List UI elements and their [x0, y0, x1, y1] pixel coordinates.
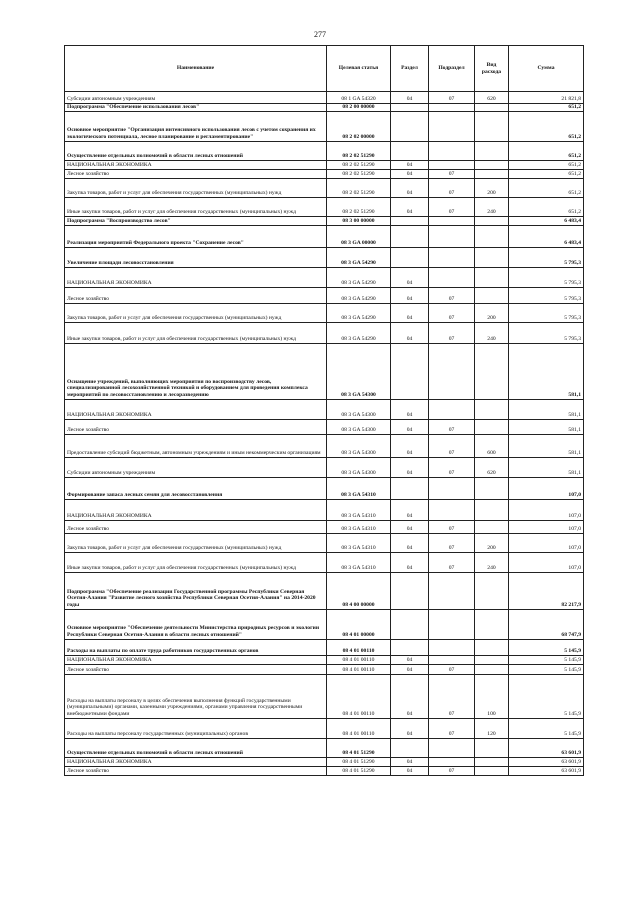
row-target-article: 08 3 GA 54300 [327, 343, 391, 399]
row-subsection: 07 [429, 92, 475, 104]
row-expense-type [475, 520, 509, 533]
row-target-article: 08 3 GA 54290 [327, 247, 391, 267]
budget-table [64, 45, 584, 776]
row-sum: 68 747,9 [509, 609, 584, 639]
row-expense-type [475, 499, 509, 520]
row-target-article: 08 2 02 51290 [327, 169, 391, 178]
table-row [65, 552, 584, 572]
table-row [65, 718, 584, 738]
row-name: Оснащение учреждений, выполняющих мероприятия по воспроизводству лесов, специализированной лесохозяйственной техникой и оборудованием для проведения комплекса мероприятий по лесовосстановлению и лесоразведению [65, 343, 327, 399]
row-subsection [429, 267, 475, 287]
header-section: Раздел [391, 46, 429, 92]
row-subsection [429, 216, 475, 225]
row-target-article: 08 2 02 51290 [327, 197, 391, 216]
row-target-article: 08 4 01 00110 [327, 664, 391, 674]
row-section: 04 [391, 499, 429, 520]
row-subsection: 07 [429, 434, 475, 457]
table-row [65, 92, 584, 104]
page-number: 277 [314, 30, 326, 39]
row-target-article: 08 3 GA 54310 [327, 499, 391, 520]
row-subsection [429, 141, 475, 160]
row-section: 04 [391, 552, 429, 572]
row-expense-type [475, 664, 509, 674]
row-section: 04 [391, 674, 429, 718]
row-section [391, 639, 429, 655]
row-target-article: 08 4 01 00110 [327, 674, 391, 718]
row-sum: 5 145,9 [509, 718, 584, 738]
header-target-article: Целевая статья [327, 46, 391, 92]
row-sum: 107,0 [509, 552, 584, 572]
row-target-article: 08 4 01 00110 [327, 639, 391, 655]
table-row [65, 111, 584, 141]
row-section: 04 [391, 655, 429, 664]
row-section [391, 104, 429, 112]
table-row [65, 104, 584, 112]
row-target-article: 08 3 GA 54300 [327, 457, 391, 477]
row-section: 04 [391, 419, 429, 434]
row-target-article: 08 1 GA 54320 [327, 92, 391, 104]
row-target-article: 08 3 GA 54290 [327, 322, 391, 343]
row-expense-type: 620 [475, 92, 509, 104]
row-target-article: 08 4 01 00110 [327, 655, 391, 664]
row-name: Увеличение площади лесовосстановления [65, 247, 327, 267]
row-section: 04 [391, 457, 429, 477]
row-subsection: 07 [429, 520, 475, 533]
row-expense-type [475, 287, 509, 303]
row-section [391, 247, 429, 267]
table-row [65, 178, 584, 197]
table-row [65, 655, 584, 664]
row-name: Расходы на выплаты по оплате труда работников государственных органов [65, 639, 327, 655]
row-subsection: 07 [429, 287, 475, 303]
row-target-article: 08 3 GA 54310 [327, 520, 391, 533]
table-row [65, 419, 584, 434]
row-section [391, 738, 429, 757]
row-name: Иные закупки товаров, работ и услуг для обеспечения государственных (муниципальных) нужд [65, 552, 327, 572]
row-section [391, 609, 429, 639]
row-name: НАЦИОНАЛЬНАЯ ЭКОНОМИКА [65, 499, 327, 520]
row-target-article: 08 2 00 00000 [327, 104, 391, 112]
row-expense-type [475, 343, 509, 399]
row-section: 04 [391, 766, 429, 775]
row-subsection: 07 [429, 457, 475, 477]
row-section: 04 [391, 303, 429, 322]
table-row [65, 520, 584, 533]
row-expense-type [475, 111, 509, 141]
row-sum: 63 601,9 [509, 766, 584, 775]
row-subsection: 07 [429, 322, 475, 343]
row-name: Лесное хозяйство [65, 169, 327, 178]
row-name: Подпрограмма "Воспроизводство лесов" [65, 216, 327, 225]
row-target-article: 08 3 GA 54300 [327, 399, 391, 419]
row-section [391, 216, 429, 225]
row-subsection: 07 [429, 169, 475, 178]
row-expense-type: 600 [475, 434, 509, 457]
row-section: 04 [391, 287, 429, 303]
row-target-article: 08 3 GA 54310 [327, 552, 391, 572]
row-name: Подпрограмма "Обеспечение реализации Государственной программы Республики Северная Осетия-Алания "Развитие лесного хозяйства Республики Северная Осетия-Алания" на 2014-2020 годы [65, 572, 327, 609]
table-row [65, 757, 584, 766]
row-subsection [429, 738, 475, 757]
row-target-article: 08 3 GA 54290 [327, 267, 391, 287]
row-sum: 6 483,4 [509, 225, 584, 247]
row-name: НАЦИОНАЛЬНАЯ ЭКОНОМИКА [65, 655, 327, 664]
row-target-article: 08 3 GA 54300 [327, 434, 391, 457]
row-sum: 5 795,3 [509, 247, 584, 267]
row-name: Иные закупки товаров, работ и услуг для обеспечения государственных (муниципальных) нужд [65, 322, 327, 343]
row-section: 04 [391, 434, 429, 457]
table-row [65, 738, 584, 757]
row-name: Осуществление отдельных полномочий в области лесных отношений [65, 141, 327, 160]
row-sum: 581,1 [509, 399, 584, 419]
row-name: Лесное хозяйство [65, 419, 327, 434]
row-expense-type [475, 141, 509, 160]
row-expense-type [475, 757, 509, 766]
row-name: Лесное хозяйство [65, 766, 327, 775]
row-name: Закупка товаров, работ и услуг для обеспечения государственных (муниципальных) нужд [65, 303, 327, 322]
table-row [65, 609, 584, 639]
row-expense-type [475, 419, 509, 434]
row-section: 04 [391, 197, 429, 216]
row-section: 04 [391, 267, 429, 287]
row-name: НАЦИОНАЛЬНАЯ ЭКОНОМИКА [65, 399, 327, 419]
row-subsection [429, 639, 475, 655]
row-section: 04 [391, 757, 429, 766]
row-sum: 107,0 [509, 520, 584, 533]
row-expense-type [475, 655, 509, 664]
row-subsection: 07 [429, 533, 475, 552]
row-sum: 5 795,3 [509, 267, 584, 287]
row-subsection [429, 477, 475, 499]
table-body [65, 92, 584, 776]
row-sum: 5 795,3 [509, 287, 584, 303]
row-subsection [429, 399, 475, 419]
row-subsection: 07 [429, 419, 475, 434]
row-target-article: 08 3 GA 00000 [327, 225, 391, 247]
row-target-article: 08 3 GA 54310 [327, 533, 391, 552]
row-sum: 651,2 [509, 111, 584, 141]
row-expense-type [475, 216, 509, 225]
row-section: 04 [391, 399, 429, 419]
table-row [65, 197, 584, 216]
table-row [65, 674, 584, 718]
row-subsection: 07 [429, 664, 475, 674]
row-subsection: 07 [429, 766, 475, 775]
row-expense-type [475, 169, 509, 178]
row-section: 04 [391, 92, 429, 104]
row-expense-type [475, 160, 509, 169]
row-sum: 5 795,3 [509, 303, 584, 322]
row-expense-type [475, 572, 509, 609]
row-name: Расходы на выплаты персоналу в целях обеспечения выполнения функций государственными (муниципальными) органами, казенными учреждениями, органами управления государственными внебюджетными фондами [65, 674, 327, 718]
table-row [65, 216, 584, 225]
row-name: Предоставление субсидий бюджетным, автономным учреждениям и иным некоммерческим организациям [65, 434, 327, 457]
row-sum: 581,1 [509, 419, 584, 434]
row-name: Подпрограмма "Обеспечение использования лесов" [65, 104, 327, 112]
table-row [65, 160, 584, 169]
header-name: Наименование [65, 46, 327, 92]
row-sum: 651,2 [509, 197, 584, 216]
row-name: Иные закупки товаров, работ и услуг для обеспечения государственных (муниципальных) нужд [65, 197, 327, 216]
table-row [65, 766, 584, 775]
header-sum: Сумма [509, 46, 584, 92]
row-sum: 5 145,9 [509, 674, 584, 718]
row-sum: 21 821,8 [509, 92, 584, 104]
row-subsection [429, 609, 475, 639]
table-row [65, 572, 584, 609]
row-section: 04 [391, 718, 429, 738]
table-row [65, 499, 584, 520]
table-row [65, 639, 584, 655]
table-row [65, 303, 584, 322]
row-target-article: 08 4 00 00000 [327, 572, 391, 609]
row-subsection [429, 160, 475, 169]
row-expense-type: 240 [475, 322, 509, 343]
row-sum: 651,2 [509, 169, 584, 178]
row-target-article: 08 4 01 00000 [327, 609, 391, 639]
row-expense-type: 620 [475, 457, 509, 477]
row-expense-type [475, 399, 509, 419]
table-header-row [65, 46, 584, 92]
row-section: 04 [391, 520, 429, 533]
table-row [65, 533, 584, 552]
row-expense-type: 200 [475, 303, 509, 322]
row-expense-type [475, 738, 509, 757]
row-target-article: 08 2 02 51290 [327, 141, 391, 160]
row-target-article: 08 3 GA 54290 [327, 303, 391, 322]
row-section [391, 225, 429, 247]
table-row [65, 399, 584, 419]
row-target-article: 08 4 01 51290 [327, 766, 391, 775]
row-subsection: 07 [429, 718, 475, 738]
header-subsection: Подраздел [429, 46, 475, 92]
row-target-article: 08 4 01 00110 [327, 718, 391, 738]
row-section [391, 343, 429, 399]
row-subsection [429, 104, 475, 112]
row-sum: 651,2 [509, 104, 584, 112]
row-section [391, 111, 429, 141]
row-subsection [429, 225, 475, 247]
row-section [391, 477, 429, 499]
row-target-article: 08 2 02 51290 [327, 178, 391, 197]
row-name: Лесное хозяйство [65, 520, 327, 533]
row-sum: 6 483,4 [509, 216, 584, 225]
row-sum: 581,1 [509, 343, 584, 399]
row-subsection [429, 247, 475, 267]
row-expense-type [475, 639, 509, 655]
row-name: Субсидии автономным учреждениям [65, 92, 327, 104]
row-expense-type: 240 [475, 552, 509, 572]
row-expense-type: 240 [475, 197, 509, 216]
row-name: Расходы на выплаты персоналу государственных (муниципальных) органов [65, 718, 327, 738]
row-section: 04 [391, 322, 429, 343]
row-name: Лесное хозяйство [65, 664, 327, 674]
table-row [65, 322, 584, 343]
row-expense-type [475, 225, 509, 247]
row-expense-type [475, 766, 509, 775]
row-subsection: 07 [429, 552, 475, 572]
row-target-article: 08 4 01 51290 [327, 738, 391, 757]
table-row [65, 343, 584, 399]
row-subsection [429, 572, 475, 609]
table-row [65, 141, 584, 160]
row-sum: 107,0 [509, 499, 584, 520]
row-name: Реализация мероприятий Федерального проекта "Сохранение лесов" [65, 225, 327, 247]
table-row [65, 457, 584, 477]
row-section: 04 [391, 169, 429, 178]
row-target-article: 08 3 GA 54290 [327, 287, 391, 303]
table-row [65, 434, 584, 457]
row-sum: 651,2 [509, 160, 584, 169]
table-row [65, 169, 584, 178]
table-row [65, 664, 584, 674]
row-sum: 581,1 [509, 434, 584, 457]
row-sum: 5 145,9 [509, 664, 584, 674]
row-section [391, 141, 429, 160]
table-row [65, 287, 584, 303]
row-expense-type: 200 [475, 178, 509, 197]
row-sum: 5 145,9 [509, 655, 584, 664]
row-section: 04 [391, 178, 429, 197]
row-sum: 651,2 [509, 178, 584, 197]
row-target-article: 08 3 GA 54300 [327, 419, 391, 434]
row-section: 04 [391, 533, 429, 552]
row-subsection [429, 655, 475, 664]
table-row [65, 267, 584, 287]
row-target-article: 08 3 00 00000 [327, 216, 391, 225]
row-expense-type [475, 609, 509, 639]
row-name: Осуществление отдельных полномочий в области лесных отношений [65, 738, 327, 757]
table-row [65, 477, 584, 499]
row-expense-type: 120 [475, 718, 509, 738]
row-target-article: 08 3 GA 54310 [327, 477, 391, 499]
row-subsection: 07 [429, 197, 475, 216]
row-target-article: 08 2 02 51290 [327, 160, 391, 169]
table-row [65, 247, 584, 267]
row-section: 04 [391, 160, 429, 169]
table-row [65, 225, 584, 247]
row-name: НАЦИОНАЛЬНАЯ ЭКОНОМИКА [65, 267, 327, 287]
row-subsection: 07 [429, 303, 475, 322]
row-name: Основное мероприятие "Организация интенсивного использования лесов с учетом сохранения их экологического потенциала, лесное планирование и регламентирование" [65, 111, 327, 141]
row-expense-type [475, 247, 509, 267]
row-sum: 107,0 [509, 533, 584, 552]
row-sum: 82 217,9 [509, 572, 584, 609]
row-name: Лесное хозяйство [65, 287, 327, 303]
row-subsection [429, 757, 475, 766]
row-subsection [429, 343, 475, 399]
row-name: Закупка товаров, работ и услуг для обеспечения государственных (муниципальных) нужд [65, 178, 327, 197]
row-expense-type [475, 104, 509, 112]
row-subsection: 07 [429, 178, 475, 197]
row-name: НАЦИОНАЛЬНАЯ ЭКОНОМИКА [65, 757, 327, 766]
row-sum: 651,2 [509, 141, 584, 160]
row-expense-type [475, 267, 509, 287]
row-name: НАЦИОНАЛЬНАЯ ЭКОНОМИКА [65, 160, 327, 169]
row-subsection [429, 111, 475, 141]
row-name: Закупка товаров, работ и услуг для обеспечения государственных (муниципальных) нужд [65, 533, 327, 552]
row-name: Основное мероприятие "Обеспечение деятельности Министерства природных ресурсов и экологии Республики Северная Осетия-Алания в области лесных отношений" [65, 609, 327, 639]
row-section: 04 [391, 664, 429, 674]
row-expense-type [475, 477, 509, 499]
row-expense-type: 100 [475, 674, 509, 718]
row-name: Формирование запаса лесных семян для лесовосстановления [65, 477, 327, 499]
row-target-article: 08 4 01 51290 [327, 757, 391, 766]
row-sum: 5 795,3 [509, 322, 584, 343]
row-subsection [429, 499, 475, 520]
row-sum: 63 601,9 [509, 757, 584, 766]
row-target-article: 08 2 02 00000 [327, 111, 391, 141]
row-sum: 581,1 [509, 457, 584, 477]
header-expense-type: Вид расхода [475, 46, 509, 92]
row-sum: 107,0 [509, 477, 584, 499]
row-sum: 63 601,9 [509, 738, 584, 757]
row-sum: 5 145,9 [509, 639, 584, 655]
row-section [391, 572, 429, 609]
row-expense-type: 200 [475, 533, 509, 552]
row-subsection: 07 [429, 674, 475, 718]
row-name: Субсидии автономным учреждениям [65, 457, 327, 477]
